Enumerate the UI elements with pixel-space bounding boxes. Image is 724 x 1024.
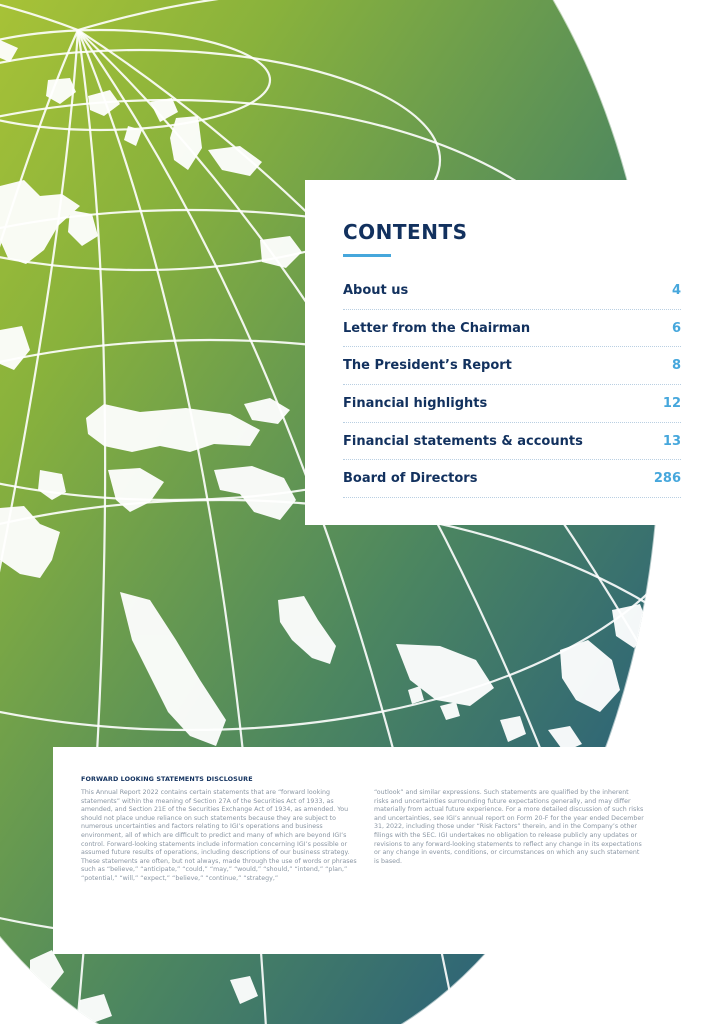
toc-item-presidents-report[interactable] <box>343 347 681 385</box>
toc-item-label: Financial highlights <box>343 395 488 411</box>
contents-panel <box>305 180 724 525</box>
toc-item-page-number: 13 <box>662 433 681 449</box>
toc-item-page-number: 6 <box>671 320 681 336</box>
toc-item-financial-statements[interactable] <box>343 423 681 461</box>
toc-item-about-us[interactable] <box>343 272 681 310</box>
toc-item-board-of-directors[interactable] <box>343 460 681 498</box>
toc-item-letter-from-chairman[interactable] <box>343 310 681 348</box>
contents-title: CONTENTS <box>343 220 468 244</box>
toc-item-label: Letter from the Chairman <box>343 320 531 336</box>
toc-item-label: The President’s Report <box>343 358 512 374</box>
toc-item-page-number: 8 <box>671 358 681 374</box>
toc-item-page-number: 4 <box>671 282 681 298</box>
toc-item-financial-highlights[interactable] <box>343 385 681 423</box>
title-underline <box>343 254 391 257</box>
table-of-contents <box>343 272 681 498</box>
toc-item-page-number: 286 <box>653 471 681 487</box>
disclosure-panel <box>53 747 644 954</box>
disclosure-heading: FORWARD LOOKING STATEMENTS DISCLOSURE <box>81 775 253 783</box>
toc-item-label: Financial statements & accounts <box>343 433 583 449</box>
toc-item-label: About us <box>343 282 409 298</box>
disclosure-text-right: “outlook” and similar expressions. Such statements are qualified by the inherent risks and uncertainties surrounding future expectations generally, and may differ materially from actual future experience. For a more detailed discussion of such risks and uncertainties, see IGI’s annual report on Form 20-F for the year ended December 31, 2022, including those under “Risk Factors” therein, and in the Company’s other filings with the SEC. IGI undertakes no obligation to release publicly any updates or revisions to any forward-looking statements to reflect any change in its expectations or any change in events, conditions, or circumstances on which any such statement is based. <box>374 789 644 865</box>
disclosure-text-left: This Annual Report 2022 contains certain statements that are “forward looking statements” within the meaning of Section 27A of the Securities Act of 1933, as amended, and Section 21E of the Securities Exchange Act of 1934, as amended. You should not place undue reliance on such statements because they are subject to numerous uncertainties and factors relating to IGI’s operations and business environment, all of which are difficult to predict and many of which are beyond IGI’s control. Forward-looking statements include information concerning IGI’s possible or assumed future results of operations, including descriptions of our business strategy. These statements are often, but not always, made through the use of words or phrases such as “believe,” “anticipate,” “could,” “may,” “would,” “should,” “intend,” “plan,” “potential,” “will,” “expect,” “believe,” “continue,” “strategy,” <box>81 789 357 882</box>
toc-item-page-number: 12 <box>662 395 681 411</box>
toc-item-label: Board of Directors <box>343 471 478 487</box>
